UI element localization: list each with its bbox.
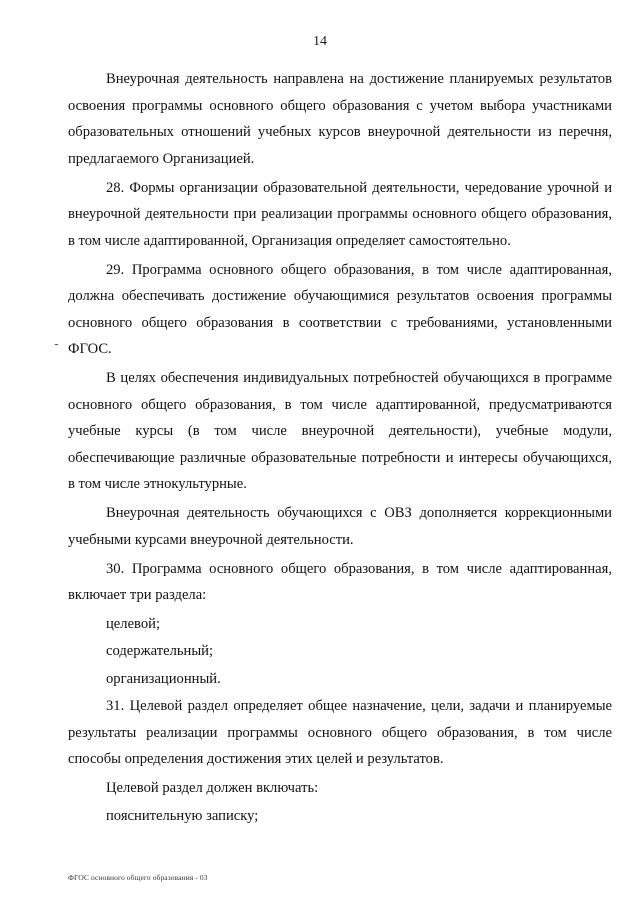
paragraph-extracurricular-purpose: Внеурочная деятельность направлена на достижение планируемых результатов освоения программы основного общего образования с учетом выбора участниками образовательных отношений учебных курсов внеурочной деятельности из перечня, предлагаемого Организацией. bbox=[68, 71, 612, 167]
paragraph-ovz-extracurricular: Внеурочная деятельность обучающихся с ОВЗ дополняется коррекционными учебными курсами внеурочной деятельности. bbox=[68, 505, 612, 548]
paragraph-28-forms: 28. Формы организации образовательной деятельности, чередование урочной и внеурочной деятельности при реализации программы основного общего образования, в том числе адаптированной, Организация определяет самостоятельно. bbox=[68, 179, 612, 249]
list-item-explanatory-note: пояснительную записку; bbox=[106, 807, 259, 824]
paragraph-29-program-results: 29. Программа основного общего образования, в том числе адаптированная, должна обеспечивать достижение обучающимися результатов освоения программы основного общего образования в соответствии с требованиями, установленными ФГОС. bbox=[68, 261, 612, 358]
paragraph-31-target-section: 31. Целевой раздел определяет общее назначение, цели, задачи и планируемые результаты реализации программы основного общего образования, в том числе способы определения достижения этих целей и результатов. bbox=[68, 698, 612, 768]
list-item-target-section: целевой; bbox=[106, 616, 160, 632]
paragraph-individual-needs: В целях обеспечения индивидуальных потребностей обучающихся в программе основного общего образования, в том числе адаптированной, предусматриваются учебные курсы (в том числе внеурочной деятельности), учебные модули, обеспечивающие различные образовательные потребности и интересы обучающихся, в том числе этнокультурные. bbox=[68, 370, 612, 493]
document-body bbox=[68, 66, 612, 830]
margin-mark bbox=[55, 344, 58, 345]
page-footer: ФГОС основного общего образования - 03 bbox=[68, 873, 208, 882]
list-item-organizational-section: организационный. bbox=[106, 670, 221, 687]
paragraph-30-three-sections: 30. Программа основного общего образования, в том числе адаптированная, включает три раздела: bbox=[68, 560, 612, 604]
paragraph-target-section-includes: Целевой раздел должен включать: bbox=[106, 780, 319, 797]
list-item-content-section: содержательный; bbox=[106, 643, 214, 660]
page-number: 14 bbox=[313, 34, 327, 49]
